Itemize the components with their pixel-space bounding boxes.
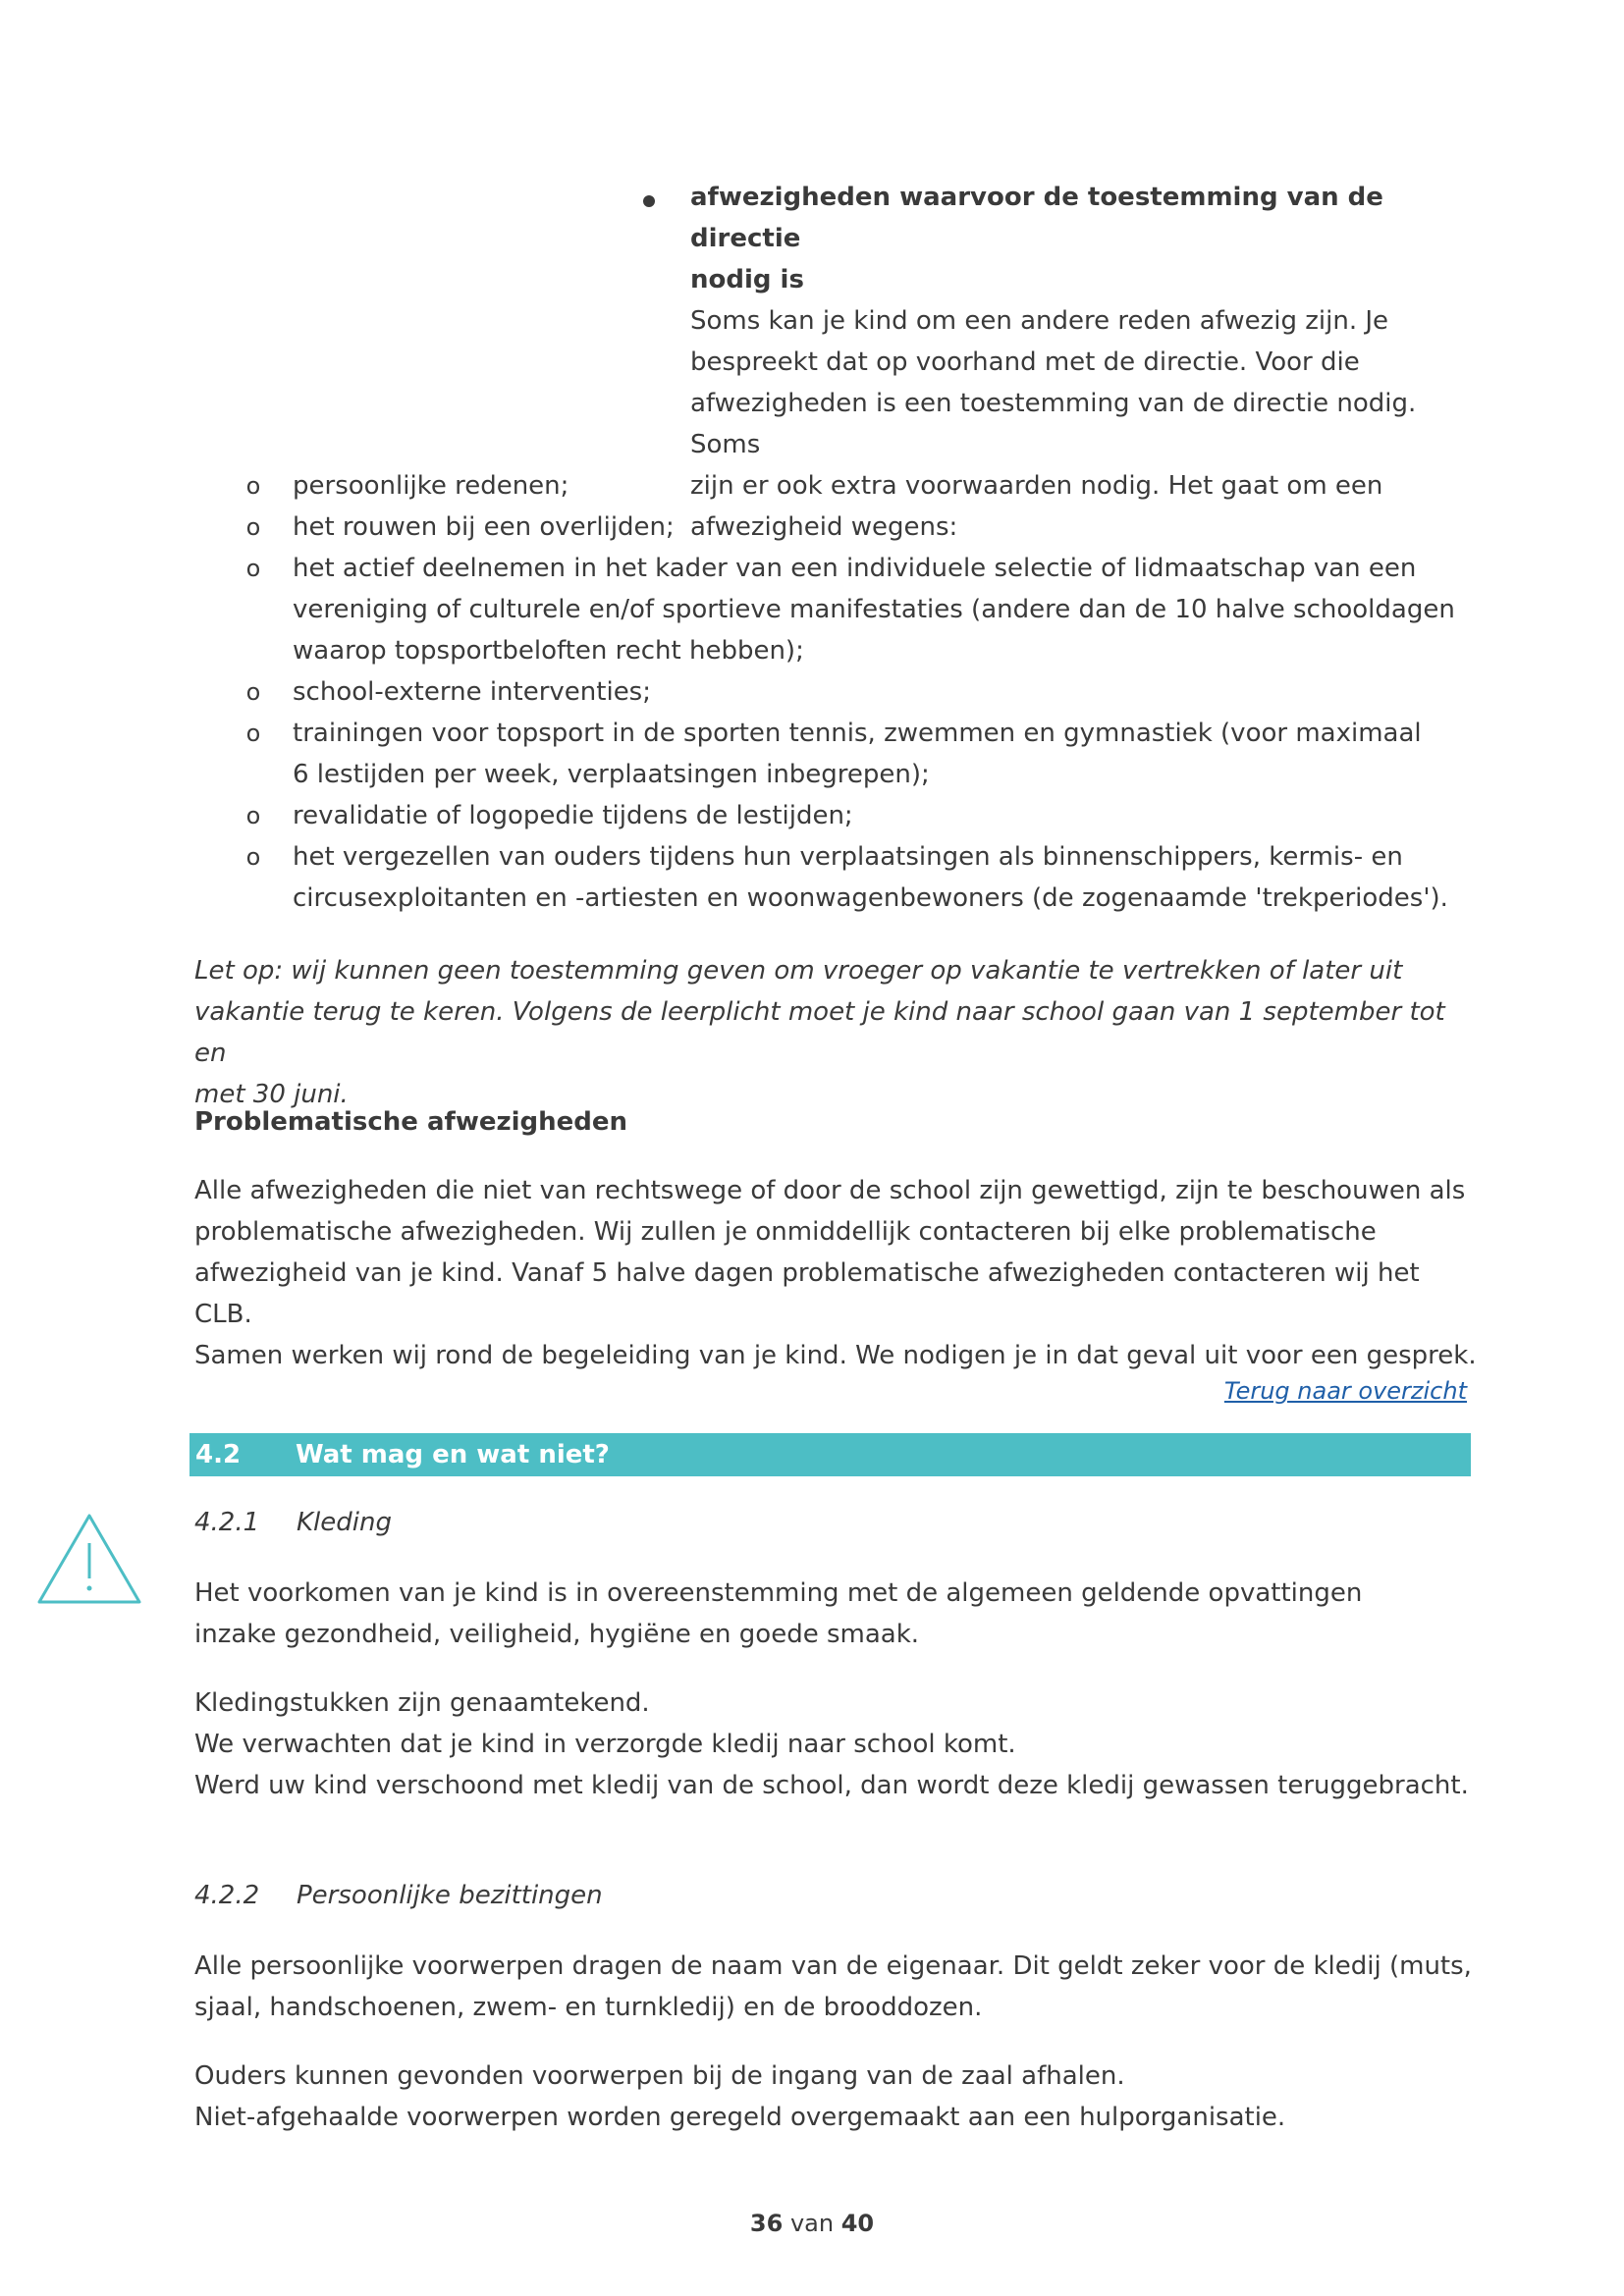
- paragraph-line: Alle afwezigheden die niet van rechtswege of door de school zijn gewettigd, zijn te beschouwen als: [194, 1176, 1466, 1205]
- bullet-text-line: Soms kan je kind om een andere reden afwezig zijn. Je: [690, 306, 1389, 336]
- kleding-paragraph-2: [194, 1682, 1471, 1806]
- list-item: [244, 465, 1471, 507]
- paragraph-line: Kledingstukken zijn genaamtekend.: [194, 1688, 650, 1718]
- bullet-text-line: afwezigheid wegens:: [690, 512, 958, 542]
- list-item: [244, 507, 1471, 548]
- paragraph-line: sjaal, handschoenen, zwem- en turnkledij) en de brooddozen.: [194, 1993, 983, 2022]
- subsection-title: Persoonlijke bezittingen: [297, 1881, 603, 1910]
- circle-bullet-icon: o: [245, 555, 261, 582]
- warning-triangle-icon: [35, 1510, 143, 1608]
- problem-paragraph: [194, 1170, 1481, 1376]
- bullet-title: [690, 177, 1468, 300]
- kleding-paragraph-1: [194, 1573, 1373, 1655]
- paragraph-line: Samen werken wij rond de begeleiding van je kind. We nodigen je in dat geval uit voor een gesprek.: [194, 1341, 1477, 1370]
- list-item-line: het vergezellen van ouders tijdens hun verplaatsingen als binnenschippers, kermis- en: [293, 842, 1403, 872]
- back-to-overview-link[interactable]: Terug naar overzicht: [1223, 1377, 1467, 1405]
- bezittingen-paragraph-2: [194, 2056, 1481, 2138]
- paragraph-line: afwezigheid van je kind. Vanaf 5 halve dagen problematische afwezigheden contacteren wij het CLB.: [194, 1258, 1420, 1329]
- paragraph-line: inzake gezondheid, veiligheid, hygiëne en goede smaak.: [194, 1620, 920, 1649]
- section-heading-4-2: [189, 1433, 1471, 1476]
- bullet-text-line: zijn er ook extra voorwaarden nodig. Het gaat om een: [690, 471, 1383, 501]
- list-item: [244, 795, 1471, 836]
- page-separator: van: [789, 2210, 835, 2237]
- total-pages: 40: [840, 2210, 875, 2237]
- list-item: [244, 836, 1471, 919]
- list-item: [244, 671, 1471, 713]
- circle-bullet-icon: o: [245, 472, 261, 500]
- page-number-footer: [0, 2203, 1624, 2244]
- list-item-line: trainingen voor topsport in de sporten tennis, zwemmen en gymnastiek (voor maximaal: [293, 719, 1422, 748]
- list-item-line: school-externe interventies;: [293, 677, 651, 707]
- subsection-heading-bezittingen: [194, 1875, 784, 1916]
- problem-heading: Problematische afwezigheden: [194, 1107, 628, 1137]
- circle-bullet-icon: o: [245, 802, 261, 829]
- bezittingen-paragraph-1: [194, 1946, 1481, 2028]
- list-item-line: het actief deelnemen in het kader van een individuele selectie of lidmaatschap van een: [293, 554, 1417, 583]
- bullet-icon: [643, 195, 655, 207]
- section-title: Wat mag en wat niet?: [296, 1440, 610, 1469]
- subsection-title: Kleding: [297, 1508, 392, 1537]
- list-item-line: waarop topsportbeloften recht hebben);: [293, 636, 804, 666]
- bullet-text-line: afwezigheden is een toestemming van de directie nodig. Soms: [690, 389, 1417, 459]
- list-item: [244, 713, 1471, 795]
- paragraph-line: Werd uw kind verschoond met kledij van de school, dan wordt deze kledij gewassen teruggebracht.: [194, 1771, 1469, 1800]
- circle-bullet-icon: o: [245, 678, 261, 706]
- reasons-list: [244, 465, 1471, 919]
- list-item-line: het rouwen bij een overlijden;: [293, 512, 675, 542]
- paragraph-line: problematische afwezigheden. Wij zullen je onmiddellijk contacteren bij elke problematische: [194, 1217, 1377, 1247]
- section-number: 4.2: [195, 1440, 242, 1469]
- bullet-title-line: afwezigheden waarvoor de toestemming van de directie: [690, 183, 1383, 253]
- subsection-number: 4.2.2: [194, 1881, 260, 1910]
- bullet-text-line: bespreekt dat op voorhand met de directie. Voor die: [690, 347, 1360, 377]
- paragraph-line: Niet-afgehaalde voorwerpen worden geregeld overgemaakt aan een hulporganisatie.: [194, 2103, 1286, 2132]
- list-item-line: persoonlijke redenen;: [293, 471, 569, 501]
- note-line: Let op: wij kunnen geen toestemming geven om vroeger op vakantie te vertrekken of later uit: [194, 956, 1403, 986]
- paragraph-line: Alle persoonlijke voorwerpen dragen de naam van de eigenaar. Dit geldt zeker voor de kledij (muts,: [194, 1951, 1472, 1981]
- circle-bullet-icon: o: [245, 843, 261, 871]
- paragraph-line: We verwachten dat je kind in verzorgde kledij naar school komt.: [194, 1730, 1016, 1759]
- list-item-line: vereniging of culturele en/of sportieve manifestaties (andere dan de 10 halve schooldagen: [293, 595, 1455, 624]
- paragraph-line: Ouders kunnen gevonden voorwerpen bij de ingang van de zaal afhalen.: [194, 2061, 1125, 2091]
- list-item-line: revalidatie of logopedie tijdens de lestijden;: [293, 801, 853, 830]
- circle-bullet-icon: o: [245, 720, 261, 747]
- paragraph-line: Het voorkomen van je kind is in overeenstemming met de algemeen geldende opvattingen: [194, 1578, 1363, 1608]
- current-page: 36: [749, 2210, 784, 2237]
- vacation-note: [194, 950, 1471, 1115]
- circle-bullet-icon: o: [245, 513, 261, 541]
- bullet-title-line: nodig is: [690, 265, 804, 294]
- note-line: vakantie terug te keren. Volgens de leerplicht moet je kind naar school gaan van 1 september tot en: [194, 997, 1445, 1068]
- list-item-line: 6 lestijden per week, verplaatsingen inbegrepen);: [293, 760, 930, 789]
- list-item-line: circusexploitanten en -artiesten en woonwagenbewoners (de zogenaamde 'trekperiodes').: [293, 883, 1448, 913]
- subsection-heading-kleding: [194, 1502, 784, 1543]
- note-line: met 30 juni.: [194, 1080, 349, 1109]
- list-item: [244, 548, 1471, 671]
- subsection-number: 4.2.1: [194, 1508, 260, 1537]
